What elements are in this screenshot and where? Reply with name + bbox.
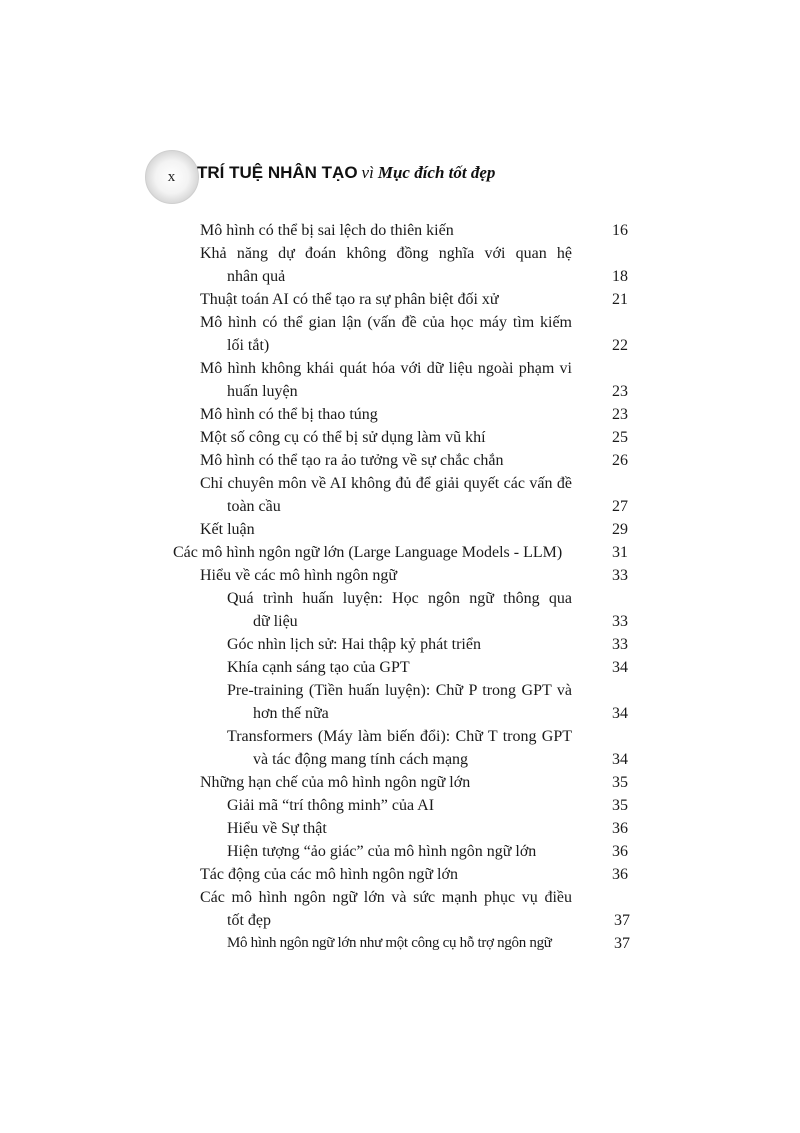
toc-page-number: 35 <box>612 797 628 814</box>
toc-page-number: 35 <box>612 774 628 791</box>
toc-page-number: 36 <box>612 820 628 837</box>
toc-entry-title: Kết luận <box>200 521 255 538</box>
toc-entry[interactable] <box>200 449 503 472</box>
toc-page-number: 34 <box>612 705 628 722</box>
toc-page-number: 21 <box>612 291 628 308</box>
toc-entry-title: Mô hình có thể bị sai lệch do thiên kiến <box>200 222 454 239</box>
toc-page-number: 34 <box>612 751 628 768</box>
toc-entry[interactable] <box>227 587 572 610</box>
toc-entry-title: Khía cạnh sáng tạo của GPT <box>227 659 410 676</box>
running-header <box>145 150 565 202</box>
toc-entry-title: Thuật toán AI có thể tạo ra sự phân biệt đối xử <box>200 291 499 308</box>
toc-entry[interactable] <box>227 932 552 955</box>
toc-page-number: 22 <box>612 337 628 354</box>
book-title-main: TRÍ TUỆ NHÂN TẠO <box>197 163 358 182</box>
toc-page-number: 23 <box>612 406 628 423</box>
toc-entry-title: Mô hình ngôn ngữ lớn như một công cụ hỗ trợ ngôn ngữ <box>227 935 552 951</box>
toc-entry-continuation: nhân quả <box>227 268 286 285</box>
toc-entry[interactable] <box>227 679 572 702</box>
toc-page-number: 26 <box>612 452 628 469</box>
toc-page-number: 33 <box>612 567 628 584</box>
toc-page-number: 33 <box>612 613 628 630</box>
book-title-connector: vì <box>361 163 374 182</box>
toc-page-number: 36 <box>612 866 628 883</box>
toc-page-number: 25 <box>612 429 628 446</box>
toc-page-number: 29 <box>612 521 628 538</box>
toc-entry[interactable] <box>200 288 499 311</box>
toc-entry-title: Những hạn chế của mô hình ngôn ngữ lớn <box>200 774 471 791</box>
toc-page-number: 33 <box>612 636 628 653</box>
toc-entry-title: Transformers (Máy làm biến đổi): Chữ T trong GPT <box>227 728 572 745</box>
toc-entry-title: Hiểu về Sự thật <box>227 820 327 837</box>
toc-entry[interactable] <box>227 633 481 656</box>
toc-entry-continuation: toàn cầu <box>227 498 281 515</box>
toc-entry[interactable] <box>227 840 536 863</box>
toc-entry-title: Các mô hình ngôn ngữ lớn và sức mạnh phục vụ điều <box>200 889 572 906</box>
toc-entry[interactable] <box>200 472 572 495</box>
toc-entry-title: Tác động của các mô hình ngôn ngữ lớn <box>200 866 458 883</box>
toc-entry-title: Quá trình huấn luyện: Học ngôn ngữ thông qua <box>227 590 572 607</box>
page-number-badge <box>145 150 199 204</box>
toc-page-number: 27 <box>612 498 628 515</box>
toc-entry-title: Hiểu về các mô hình ngôn ngữ <box>200 567 398 584</box>
toc-entry-title: Mô hình có thể gian lận (vấn đề của học máy tìm kiếm <box>200 314 572 331</box>
toc-page-number: 16 <box>612 222 628 239</box>
toc-entry[interactable] <box>200 771 470 794</box>
toc-entry[interactable] <box>200 403 378 426</box>
toc-entry[interactable] <box>200 242 572 265</box>
toc-page-number: 34 <box>612 659 628 676</box>
toc-entry[interactable] <box>200 311 572 334</box>
toc-entry-title: Các mô hình ngôn ngữ lớn (Large Language Models - LLM) <box>173 544 563 561</box>
toc-page-number: 37 <box>614 912 630 929</box>
toc-entry-title: Mô hình không khái quát hóa với dữ liệu ngoài phạm vi <box>200 360 572 377</box>
toc-page-number: 36 <box>612 843 628 860</box>
toc-entry-title: Hiện tượng “ảo giác” của mô hình ngôn ngữ lớn <box>227 843 537 860</box>
toc-page-number: 23 <box>612 383 628 400</box>
toc-entry[interactable] <box>200 426 486 449</box>
toc-entry-title: Khả năng dự đoán không đồng nghĩa với quan hệ <box>200 245 572 262</box>
toc-entry-title: Giải mã “trí thông minh” của AI <box>227 797 435 814</box>
toc-entry-title: Pre-training (Tiền huấn luyện): Chữ P trong GPT và <box>227 682 572 699</box>
toc-entry[interactable] <box>200 863 458 886</box>
toc-entry[interactable] <box>227 656 410 679</box>
toc-entry-continuation: dữ liệu <box>253 613 298 630</box>
toc-entry[interactable] <box>200 886 572 909</box>
toc-entry-continuation: lối tắt) <box>227 337 270 354</box>
toc-chapter-entry[interactable] <box>173 541 562 564</box>
toc-entry-continuation: và tác động mang tính cách mạng <box>253 751 469 768</box>
toc-entry-continuation: hơn thế nữa <box>253 705 329 722</box>
toc-page-number: 37 <box>614 935 630 952</box>
toc-entry-continuation: tốt đẹp <box>227 912 271 929</box>
toc-entry-title: Một số công cụ có thể bị sử dụng làm vũ khí <box>200 429 486 446</box>
toc-page-number: 31 <box>612 544 628 561</box>
roman-page-number: x <box>167 168 177 185</box>
toc-entry[interactable] <box>227 817 327 840</box>
toc-entry-title: Mô hình có thể tạo ra ảo tưởng về sự chắc chắn <box>200 452 504 469</box>
toc-entry-continuation: huấn luyện <box>227 383 298 400</box>
toc-entry[interactable] <box>200 564 397 587</box>
toc-entry-title: Góc nhìn lịch sử: Hai thập kỷ phát triển <box>227 636 481 653</box>
toc-page-number: 18 <box>612 268 628 285</box>
book-title-subtitle: Mục đích tốt đẹp <box>377 163 496 182</box>
book-title <box>197 163 495 183</box>
toc-entry[interactable] <box>227 725 572 748</box>
toc-entry[interactable] <box>200 518 255 541</box>
toc-entry[interactable] <box>227 794 434 817</box>
toc-entry[interactable] <box>200 357 572 380</box>
toc-entry-title: Mô hình có thể bị thao túng <box>200 406 378 423</box>
toc-entry[interactable] <box>200 219 600 242</box>
toc-entry-title: Chỉ chuyên môn về AI không đủ để giải quyết các vấn đề <box>200 475 572 492</box>
